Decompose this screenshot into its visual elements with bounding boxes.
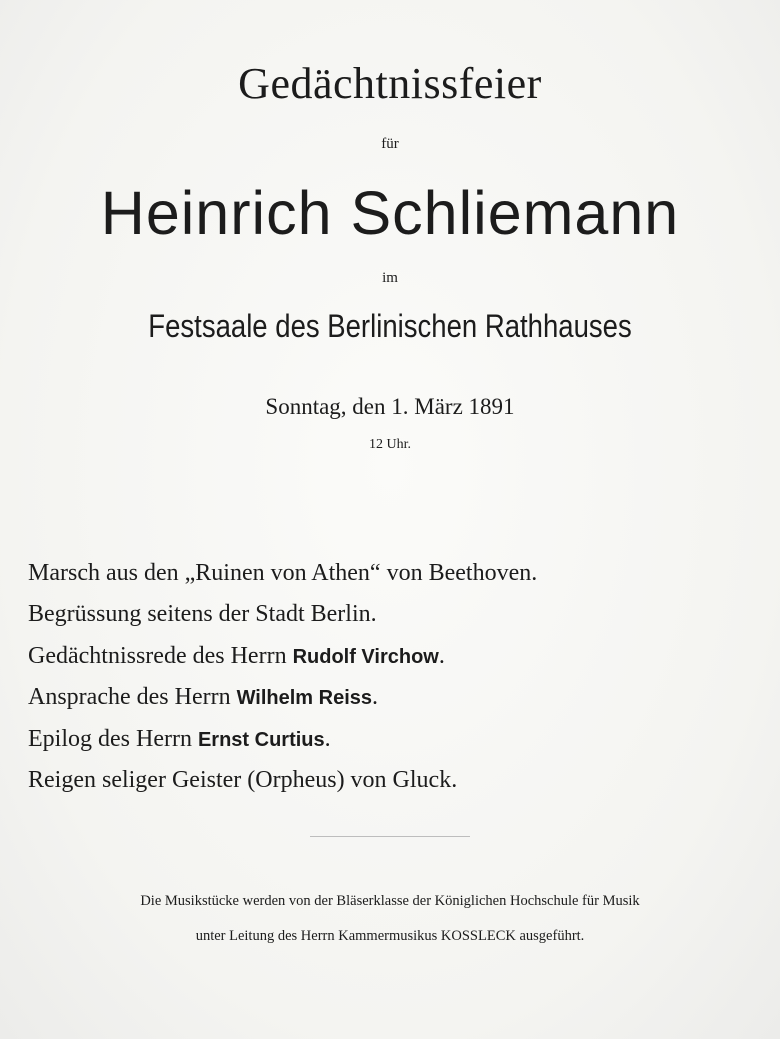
program-item-person: Ernst Curtius: [197, 728, 325, 751]
connector-fuer: für: [381, 136, 399, 152]
program-item: [28, 636, 768, 677]
event-time: 12 Uhr.: [369, 437, 411, 452]
event-title: Gedächtnissfeier: [238, 59, 542, 108]
program-item-suffix: .: [324, 725, 331, 752]
footer-note-line-2: unter Leitung des Herrn Kammermusikus KOSSLECK ausgeführt.: [195, 928, 585, 944]
program-item-text: Reigen seliger Geister (Orpheus) von Gluck.: [28, 766, 458, 793]
divider-rule: [310, 836, 470, 837]
program-item-text: Marsch aus den „Ruinen von Athen“ von Beethoven.: [28, 560, 538, 586]
program-list: [28, 553, 768, 801]
event-date: Sonntag, den 1. März 1891: [265, 394, 515, 419]
program-item: [28, 719, 768, 760]
program-item-suffix: .: [438, 642, 445, 669]
venue-line: Festsaale des Berlinischen Rathhauses: [148, 308, 632, 344]
program-item-person: Wilhelm Reiss: [236, 687, 373, 710]
program-item-text: Epilog des Herrn: [28, 725, 198, 752]
footer-note-line-1: Die Musikstücke werden von der Bläserklasse der Königlichen Hochschule für Musik: [140, 893, 640, 909]
program-item: [28, 553, 768, 594]
program-item: [28, 677, 768, 718]
connector-im: im: [382, 270, 398, 286]
honoree-name: Heinrich Schliemann: [100, 179, 680, 247]
program-item-text: Ansprache des Herrn: [28, 684, 237, 711]
program-item-text: Begrüssung seitens der Stadt Berlin.: [28, 601, 377, 628]
program-item: [28, 594, 768, 635]
program-item-suffix: .: [372, 684, 379, 711]
program-item-text: Gedächtnissrede des Herrn: [28, 642, 293, 669]
program-item-person: Rudolf Virchow: [292, 645, 439, 668]
program-item: [28, 760, 768, 801]
